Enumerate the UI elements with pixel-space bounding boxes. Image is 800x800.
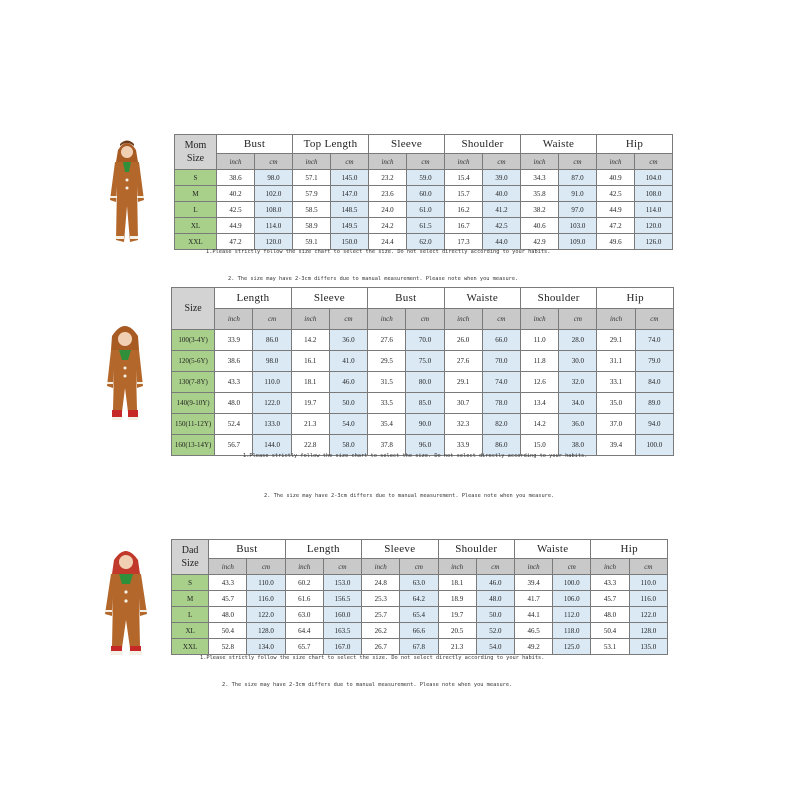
inch-value: 16.2 bbox=[445, 202, 483, 218]
cm-value: 74.0 bbox=[482, 372, 520, 393]
cm-value: 28.0 bbox=[559, 330, 597, 351]
size-label: 100(3-4Y) bbox=[172, 330, 215, 351]
inch-value: 38.6 bbox=[217, 170, 255, 186]
inch-value: 26.2 bbox=[362, 623, 400, 639]
inch-value: 18.1 bbox=[291, 372, 329, 393]
cm-value: 135.0 bbox=[629, 639, 667, 655]
cm-value: 70.0 bbox=[482, 351, 520, 372]
inch-value: 52.4 bbox=[215, 414, 253, 435]
measurement-header: Length bbox=[285, 540, 361, 559]
unit-header-row bbox=[175, 154, 673, 170]
inch-value: 33.9 bbox=[215, 330, 253, 351]
cm-value: 61.5 bbox=[407, 218, 445, 234]
inch-value: 38.6 bbox=[215, 351, 253, 372]
cm-value: 79.0 bbox=[635, 351, 673, 372]
table-row bbox=[175, 218, 673, 234]
unit-inch-header: inch bbox=[215, 309, 253, 330]
cm-value: 46.0 bbox=[329, 372, 367, 393]
unit-cm-header: cm bbox=[629, 559, 667, 575]
inch-value: 57.9 bbox=[293, 186, 331, 202]
inch-value: 18.9 bbox=[438, 591, 476, 607]
inch-value: 42.5 bbox=[597, 186, 635, 202]
inch-value: 59.1 bbox=[293, 234, 331, 250]
inch-value: 58.5 bbox=[293, 202, 331, 218]
unit-inch-header: inch bbox=[293, 154, 331, 170]
inch-value: 14.2 bbox=[521, 414, 559, 435]
unit-cm-header: cm bbox=[331, 154, 369, 170]
cm-value: 94.0 bbox=[635, 414, 673, 435]
inch-value: 40.6 bbox=[521, 218, 559, 234]
cm-value: 133.0 bbox=[253, 414, 291, 435]
cm-value: 125.0 bbox=[553, 639, 591, 655]
cm-value: 118.0 bbox=[553, 623, 591, 639]
size-label: M bbox=[175, 186, 217, 202]
unit-cm-header: cm bbox=[483, 154, 521, 170]
unit-inch-header: inch bbox=[597, 154, 635, 170]
cm-value: 38.0 bbox=[559, 435, 597, 456]
inch-value: 49.6 bbox=[597, 234, 635, 250]
cm-value: 65.4 bbox=[400, 607, 438, 623]
size-label: S bbox=[172, 575, 209, 591]
inch-value: 64.4 bbox=[285, 623, 323, 639]
cm-value: 39.0 bbox=[483, 170, 521, 186]
cm-value: 114.0 bbox=[635, 202, 673, 218]
size-label: 150(11-12Y) bbox=[172, 414, 215, 435]
inch-value: 21.3 bbox=[438, 639, 476, 655]
inch-value: 33.1 bbox=[597, 372, 635, 393]
cm-value: 42.5 bbox=[483, 218, 521, 234]
unit-inch-header: inch bbox=[521, 154, 559, 170]
inch-value: 27.6 bbox=[368, 330, 406, 351]
inch-value: 25.7 bbox=[362, 607, 400, 623]
inch-value: 13.4 bbox=[521, 393, 559, 414]
inch-value: 47.2 bbox=[597, 218, 635, 234]
inch-value: 24.8 bbox=[362, 575, 400, 591]
unit-inch-header: inch bbox=[362, 559, 400, 575]
cm-value: 41.0 bbox=[329, 351, 367, 372]
cm-value: 61.0 bbox=[407, 202, 445, 218]
mom-size-table bbox=[174, 134, 673, 250]
inch-value: 23.6 bbox=[369, 186, 407, 202]
measurement-header-row bbox=[172, 540, 668, 559]
cm-value: 40.0 bbox=[483, 186, 521, 202]
table-row bbox=[175, 202, 673, 218]
cm-value: 116.0 bbox=[629, 591, 667, 607]
cm-value: 41.2 bbox=[483, 202, 521, 218]
cm-value: 80.0 bbox=[406, 372, 444, 393]
inch-value: 48.0 bbox=[209, 607, 247, 623]
kid-costume-photo bbox=[106, 318, 144, 422]
unit-cm-header: cm bbox=[553, 559, 591, 575]
inch-value: 20.5 bbox=[438, 623, 476, 639]
cm-value: 128.0 bbox=[247, 623, 285, 639]
table-row bbox=[172, 330, 674, 351]
unit-inch-header: inch bbox=[591, 559, 629, 575]
inch-value: 27.6 bbox=[444, 351, 482, 372]
cm-value: 122.0 bbox=[629, 607, 667, 623]
cm-value: 96.0 bbox=[406, 435, 444, 456]
inch-value: 42.9 bbox=[521, 234, 559, 250]
cm-value: 128.0 bbox=[629, 623, 667, 639]
inch-value: 29.1 bbox=[444, 372, 482, 393]
cm-value: 160.0 bbox=[323, 607, 361, 623]
unit-inch-header: inch bbox=[597, 309, 635, 330]
inch-value: 45.7 bbox=[591, 591, 629, 607]
unit-cm-header: cm bbox=[635, 309, 673, 330]
inch-value: 31.1 bbox=[597, 351, 635, 372]
unit-cm-header: cm bbox=[255, 154, 293, 170]
inch-value: 63.0 bbox=[285, 607, 323, 623]
cm-value: 30.0 bbox=[559, 351, 597, 372]
cm-value: 36.0 bbox=[329, 330, 367, 351]
unit-header-row bbox=[172, 309, 674, 330]
cm-value: 145.0 bbox=[331, 170, 369, 186]
cm-value: 108.0 bbox=[255, 202, 293, 218]
inch-value: 24.0 bbox=[369, 202, 407, 218]
cm-value: 36.0 bbox=[559, 414, 597, 435]
unit-cm-header: cm bbox=[400, 559, 438, 575]
table-row bbox=[175, 234, 673, 250]
inch-value: 14.2 bbox=[291, 330, 329, 351]
unit-cm-header: cm bbox=[559, 309, 597, 330]
size-label: 130(7-8Y) bbox=[172, 372, 215, 393]
inch-value: 53.1 bbox=[591, 639, 629, 655]
cm-value: 150.0 bbox=[331, 234, 369, 250]
inch-value: 33.9 bbox=[444, 435, 482, 456]
cm-value: 70.0 bbox=[406, 330, 444, 351]
inch-value: 15.7 bbox=[445, 186, 483, 202]
inch-value: 40.2 bbox=[217, 186, 255, 202]
cm-value: 103.0 bbox=[559, 218, 597, 234]
cm-value: 63.0 bbox=[400, 575, 438, 591]
cm-value: 50.0 bbox=[476, 607, 514, 623]
cm-value: 82.0 bbox=[482, 414, 520, 435]
inch-value: 25.3 bbox=[362, 591, 400, 607]
unit-inch-header: inch bbox=[438, 559, 476, 575]
cm-value: 44.0 bbox=[483, 234, 521, 250]
inch-value: 35.0 bbox=[597, 393, 635, 414]
measurement-header: Hip bbox=[591, 540, 668, 559]
inch-value: 61.6 bbox=[285, 591, 323, 607]
cm-value: 91.0 bbox=[559, 186, 597, 202]
inch-value: 23.2 bbox=[369, 170, 407, 186]
cm-value: 98.0 bbox=[255, 170, 293, 186]
inch-value: 42.5 bbox=[217, 202, 255, 218]
cm-value: 149.5 bbox=[331, 218, 369, 234]
cm-value: 110.0 bbox=[629, 575, 667, 591]
measurement-header: Hip bbox=[597, 135, 673, 154]
cm-value: 97.0 bbox=[559, 202, 597, 218]
cm-value: 54.0 bbox=[329, 414, 367, 435]
cm-value: 32.0 bbox=[559, 372, 597, 393]
mom-costume-photo bbox=[104, 136, 150, 248]
cm-value: 78.0 bbox=[482, 393, 520, 414]
unit-inch-header: inch bbox=[514, 559, 552, 575]
measurement-header: Waiste bbox=[514, 540, 590, 559]
measurement-header: Waiste bbox=[444, 288, 520, 309]
unit-inch-header: inch bbox=[369, 154, 407, 170]
measurement-header: Sleeve bbox=[362, 540, 438, 559]
cm-value: 106.0 bbox=[553, 591, 591, 607]
cm-value: 89.0 bbox=[635, 393, 673, 414]
inch-value: 12.6 bbox=[521, 372, 559, 393]
inch-value: 50.4 bbox=[209, 623, 247, 639]
cm-value: 110.0 bbox=[247, 575, 285, 591]
cm-value: 108.0 bbox=[635, 186, 673, 202]
inch-value: 35.4 bbox=[368, 414, 406, 435]
size-label: L bbox=[172, 607, 209, 623]
cm-value: 46.0 bbox=[476, 575, 514, 591]
size-label: XXL bbox=[172, 639, 209, 655]
cm-value: 144.0 bbox=[253, 435, 291, 456]
cm-value: 60.0 bbox=[407, 186, 445, 202]
size-note-1: 1.Please strictly follow the size chart to select the size. Do not select directly according to your habits. bbox=[243, 453, 588, 459]
cm-value: 75.0 bbox=[406, 351, 444, 372]
cm-value: 134.0 bbox=[247, 639, 285, 655]
table-row bbox=[172, 351, 674, 372]
measurement-header: Shoulder bbox=[445, 135, 521, 154]
cm-value: 58.0 bbox=[329, 435, 367, 456]
unit-inch-header: inch bbox=[209, 559, 247, 575]
inch-value: 65.7 bbox=[285, 639, 323, 655]
cm-value: 66.0 bbox=[482, 330, 520, 351]
inch-value: 39.4 bbox=[597, 435, 635, 456]
cm-value: 62.0 bbox=[407, 234, 445, 250]
measurement-header: Bust bbox=[217, 135, 293, 154]
cm-value: 153.0 bbox=[323, 575, 361, 591]
dad-size-table bbox=[171, 539, 668, 655]
cm-value: 90.0 bbox=[406, 414, 444, 435]
table-row bbox=[172, 607, 668, 623]
inch-value: 15.0 bbox=[521, 435, 559, 456]
unit-inch-header: inch bbox=[521, 309, 559, 330]
cm-value: 85.0 bbox=[406, 393, 444, 414]
cm-value: 64.2 bbox=[400, 591, 438, 607]
inch-value: 18.1 bbox=[438, 575, 476, 591]
inch-value: 26.7 bbox=[362, 639, 400, 655]
inch-value: 57.1 bbox=[293, 170, 331, 186]
size-note-2: 2. The size may have 2-3cm differs due to manual measurement. Please note when you measure. bbox=[264, 493, 555, 499]
cm-value: 102.0 bbox=[255, 186, 293, 202]
cm-value: 156.5 bbox=[323, 591, 361, 607]
inch-value: 30.7 bbox=[444, 393, 482, 414]
inch-value: 26.0 bbox=[444, 330, 482, 351]
inch-value: 43.3 bbox=[209, 575, 247, 591]
cm-value: 167.0 bbox=[323, 639, 361, 655]
unit-cm-header: cm bbox=[407, 154, 445, 170]
inch-value: 47.2 bbox=[217, 234, 255, 250]
inch-value: 21.3 bbox=[291, 414, 329, 435]
size-label: XL bbox=[175, 218, 217, 234]
measurement-header: Shoulder bbox=[438, 540, 514, 559]
inch-value: 11.8 bbox=[521, 351, 559, 372]
unit-cm-header: cm bbox=[406, 309, 444, 330]
cm-value: 74.0 bbox=[635, 330, 673, 351]
inch-value: 11.0 bbox=[521, 330, 559, 351]
table-row bbox=[175, 186, 673, 202]
cm-value: 120.0 bbox=[255, 234, 293, 250]
cm-value: 100.0 bbox=[553, 575, 591, 591]
inch-value: 35.8 bbox=[521, 186, 559, 202]
inch-value: 56.7 bbox=[215, 435, 253, 456]
inch-value: 60.2 bbox=[285, 575, 323, 591]
unit-cm-header: cm bbox=[253, 309, 291, 330]
cm-value: 34.0 bbox=[559, 393, 597, 414]
size-label: XXL bbox=[175, 234, 217, 250]
size-label: 160(13-14Y) bbox=[172, 435, 215, 456]
size-label: 120(5-6Y) bbox=[172, 351, 215, 372]
cm-value: 112.0 bbox=[553, 607, 591, 623]
measurement-header-row bbox=[175, 135, 673, 154]
inch-value: 41.7 bbox=[514, 591, 552, 607]
cm-value: 66.6 bbox=[400, 623, 438, 639]
inch-value: 52.8 bbox=[209, 639, 247, 655]
table-row bbox=[172, 575, 668, 591]
cm-value: 48.0 bbox=[476, 591, 514, 607]
cm-value: 100.0 bbox=[635, 435, 673, 456]
inch-value: 58.9 bbox=[293, 218, 331, 234]
size-column-header: Dad Size bbox=[172, 540, 209, 575]
size-label: XL bbox=[172, 623, 209, 639]
size-column-header: Size bbox=[172, 288, 215, 330]
cm-value: 104.0 bbox=[635, 170, 673, 186]
inch-value: 19.7 bbox=[438, 607, 476, 623]
table-row bbox=[172, 372, 674, 393]
inch-value: 29.5 bbox=[368, 351, 406, 372]
measurement-header: Bust bbox=[368, 288, 444, 309]
table-row bbox=[172, 639, 668, 655]
cm-value: 84.0 bbox=[635, 372, 673, 393]
cm-value: 163.5 bbox=[323, 623, 361, 639]
measurement-header: Bust bbox=[209, 540, 285, 559]
cm-value: 59.0 bbox=[407, 170, 445, 186]
unit-cm-header: cm bbox=[329, 309, 367, 330]
cm-value: 52.0 bbox=[476, 623, 514, 639]
cm-value: 67.8 bbox=[400, 639, 438, 655]
unit-cm-header: cm bbox=[559, 154, 597, 170]
unit-cm-header: cm bbox=[635, 154, 673, 170]
size-note-2: 2. The size may have 2-3cm differs due to manual measurement. Please note when you measure. bbox=[228, 276, 519, 282]
unit-header-row bbox=[172, 559, 668, 575]
cm-value: 120.0 bbox=[635, 218, 673, 234]
unit-inch-header: inch bbox=[445, 154, 483, 170]
cm-value: 110.0 bbox=[253, 372, 291, 393]
inch-value: 33.5 bbox=[368, 393, 406, 414]
inch-value: 46.5 bbox=[514, 623, 552, 639]
cm-value: 50.0 bbox=[329, 393, 367, 414]
inch-value: 17.3 bbox=[445, 234, 483, 250]
inch-value: 15.4 bbox=[445, 170, 483, 186]
inch-value: 45.7 bbox=[209, 591, 247, 607]
size-note-1: 1.Please strictly follow the size chart to select the size. Do not select directly according to your habits. bbox=[206, 249, 551, 255]
inch-value: 43.3 bbox=[215, 372, 253, 393]
inch-value: 31.5 bbox=[368, 372, 406, 393]
measurement-header: Top Length bbox=[293, 135, 369, 154]
size-label: M bbox=[172, 591, 209, 607]
inch-value: 44.9 bbox=[217, 218, 255, 234]
inch-value: 39.4 bbox=[514, 575, 552, 591]
size-note-2: 2. The size may have 2-3cm differs due to manual measurement. Please note when you measure. bbox=[222, 682, 513, 688]
unit-cm-header: cm bbox=[247, 559, 285, 575]
dad-costume-photo bbox=[102, 544, 150, 658]
cm-value: 116.0 bbox=[247, 591, 285, 607]
size-column-header: Mom Size bbox=[175, 135, 217, 170]
cm-value: 98.0 bbox=[253, 351, 291, 372]
cm-value: 114.0 bbox=[255, 218, 293, 234]
inch-value: 48.0 bbox=[215, 393, 253, 414]
inch-value: 44.1 bbox=[514, 607, 552, 623]
inch-value: 37.0 bbox=[597, 414, 635, 435]
inch-value: 50.4 bbox=[591, 623, 629, 639]
cm-value: 87.0 bbox=[559, 170, 597, 186]
measurement-header-row bbox=[172, 288, 674, 309]
inch-value: 32.3 bbox=[444, 414, 482, 435]
cm-value: 126.0 bbox=[635, 234, 673, 250]
cm-value: 86.0 bbox=[253, 330, 291, 351]
cm-value: 122.0 bbox=[253, 393, 291, 414]
cm-value: 109.0 bbox=[559, 234, 597, 250]
measurement-header: Waiste bbox=[521, 135, 597, 154]
unit-inch-header: inch bbox=[291, 309, 329, 330]
unit-cm-header: cm bbox=[482, 309, 520, 330]
inch-value: 40.9 bbox=[597, 170, 635, 186]
inch-value: 24.2 bbox=[369, 218, 407, 234]
table-row bbox=[172, 591, 668, 607]
inch-value: 38.2 bbox=[521, 202, 559, 218]
unit-inch-header: inch bbox=[444, 309, 482, 330]
inch-value: 37.8 bbox=[368, 435, 406, 456]
inch-value: 16.1 bbox=[291, 351, 329, 372]
table-row bbox=[172, 623, 668, 639]
size-note-1: 1.Please strictly follow the size chart to select the size. Do not select directly according to your habits. bbox=[200, 655, 545, 661]
unit-inch-header: inch bbox=[217, 154, 255, 170]
cm-value: 147.0 bbox=[331, 186, 369, 202]
size-label: 140(9-10Y) bbox=[172, 393, 215, 414]
measurement-header: Sleeve bbox=[369, 135, 445, 154]
inch-value: 22.8 bbox=[291, 435, 329, 456]
measurement-header: Length bbox=[215, 288, 291, 309]
measurement-header: Shoulder bbox=[521, 288, 597, 309]
unit-inch-header: inch bbox=[368, 309, 406, 330]
size-label: L bbox=[175, 202, 217, 218]
inch-value: 19.7 bbox=[291, 393, 329, 414]
measurement-header: Sleeve bbox=[291, 288, 367, 309]
cm-value: 122.0 bbox=[247, 607, 285, 623]
measurement-header: Hip bbox=[597, 288, 674, 309]
table-row bbox=[172, 414, 674, 435]
inch-value: 34.3 bbox=[521, 170, 559, 186]
unit-inch-header: inch bbox=[285, 559, 323, 575]
unit-cm-header: cm bbox=[476, 559, 514, 575]
table-row bbox=[172, 393, 674, 414]
cm-value: 86.0 bbox=[482, 435, 520, 456]
inch-value: 29.1 bbox=[597, 330, 635, 351]
size-label: S bbox=[175, 170, 217, 186]
inch-value: 48.0 bbox=[591, 607, 629, 623]
inch-value: 16.7 bbox=[445, 218, 483, 234]
unit-cm-header: cm bbox=[323, 559, 361, 575]
inch-value: 24.4 bbox=[369, 234, 407, 250]
kids-size-table bbox=[171, 287, 674, 456]
table-row bbox=[175, 170, 673, 186]
cm-value: 54.0 bbox=[476, 639, 514, 655]
inch-value: 43.3 bbox=[591, 575, 629, 591]
cm-value: 148.5 bbox=[331, 202, 369, 218]
inch-value: 44.9 bbox=[597, 202, 635, 218]
inch-value: 49.2 bbox=[514, 639, 552, 655]
